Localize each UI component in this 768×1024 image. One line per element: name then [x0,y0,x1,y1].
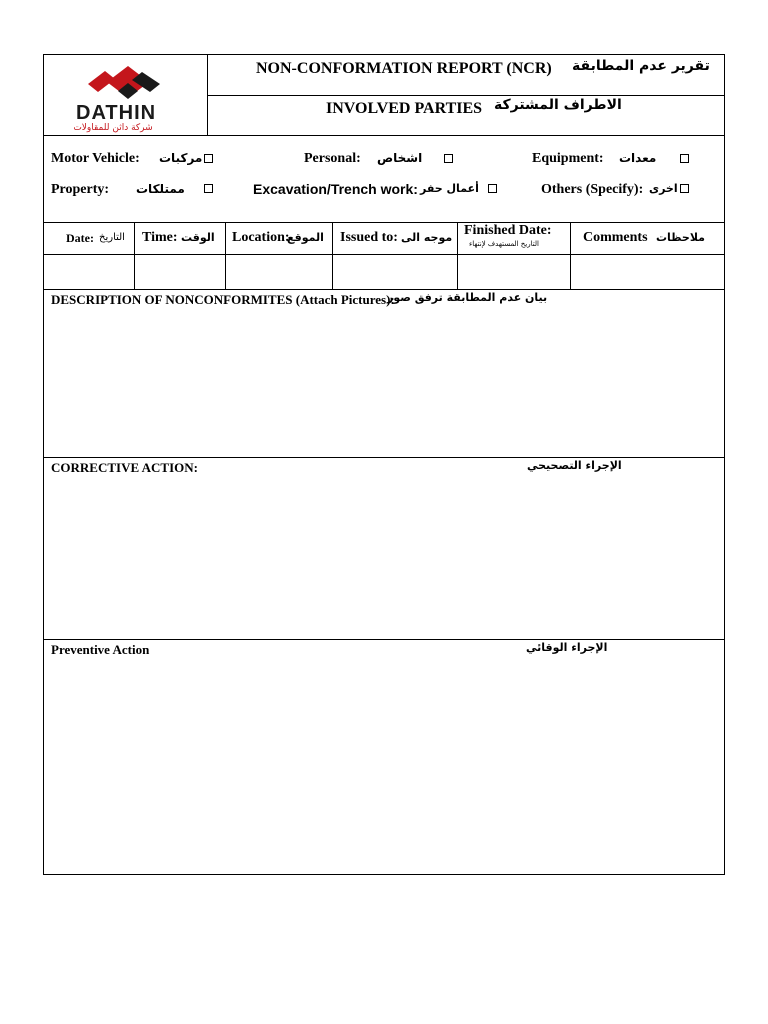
corrective-action-label-ar: الإجراء التصحيحي [527,459,622,472]
others-label: Others (Specify): [541,182,644,197]
corrective-action-area[interactable] [44,479,724,638]
involved-parties-title-ar: الاطراف المشتركة [494,97,622,113]
description-bottom-line [44,457,724,458]
corrective-action-label: CORRECTIVE ACTION: [51,460,198,475]
location-header: Location: [232,230,290,245]
logo-mark-icon [52,60,202,106]
corrective-bottom-line [44,639,724,640]
date-header-ar: التاريخ [99,232,125,243]
property-label: Property: [51,182,110,197]
table-bottom-line [44,289,724,290]
motor-vehicle-label-ar: مركبات [159,151,203,165]
company-logo [52,60,202,132]
equipment-label: Equipment: [532,151,604,166]
date-cell[interactable] [44,255,134,289]
preventive-action-label: Preventive Action [51,642,150,657]
time-header: Time: [142,230,178,245]
motor-vehicle-checkbox[interactable] [204,154,213,163]
equipment-checkbox[interactable] [680,154,689,163]
others-label-ar: اخرى [649,182,678,195]
excavation-checkbox[interactable] [488,184,497,193]
time-cell[interactable] [135,255,225,289]
comments-cell[interactable] [571,255,724,289]
personal-label: Personal: [304,151,361,166]
personal-label-ar: اشخاص [377,151,423,165]
logo-name: DATHIN [76,102,157,124]
preventive-action-label-ar: الإجراء الوقائي [526,641,608,654]
preventive-action-area[interactable] [44,661,724,873]
excavation-label-ar: أعمال حفر [420,182,479,195]
property-label-ar: ممتلكات [136,182,185,196]
others-checkbox[interactable] [680,184,689,193]
description-label: DESCRIPTION OF NONCONFORMITES (Attach Pictures): [51,292,395,307]
motor-vehicle-label: Motor Vehicle: [51,151,140,166]
equipment-label-ar: معدات [619,151,657,165]
comments-header-ar: ملاحظات [656,231,705,244]
report-title-ar: تقرير عدم المطابقة [572,58,710,74]
finished-date-cell[interactable] [458,255,570,289]
issued-to-cell[interactable] [333,255,457,289]
location-header-ar: الموقع [287,231,324,244]
time-header-ar: الوقت [181,231,215,244]
issued-to-header: Issued to: [340,230,398,245]
report-title: NON-CONFORMATION REPORT (NCR) [256,60,552,77]
logo-tagline: شركة داثن للمقاولات [73,123,153,133]
personal-checkbox[interactable] [444,154,453,163]
header-bottom-line [44,135,724,136]
comments-header: Comments [583,230,648,245]
header-mid-line [207,95,725,96]
location-cell[interactable] [226,255,332,289]
description-label-ar: بيان عدم المطابقة ترفق صور [387,291,548,304]
finished-date-header-ar: التاريخ المستهدف لإنتهاء [469,240,539,248]
date-header: Date: [66,231,94,245]
description-area[interactable] [44,311,724,456]
involved-parties-title: INVOLVED PARTIES [326,100,483,117]
excavation-label: Excavation/Trench work: [253,181,418,197]
issued-to-header-ar: موجه الى [401,231,453,244]
finished-date-header: Finished Date: [464,223,552,238]
ncr-form [43,54,725,875]
property-checkbox[interactable] [204,184,213,193]
table-top-line [44,222,724,223]
